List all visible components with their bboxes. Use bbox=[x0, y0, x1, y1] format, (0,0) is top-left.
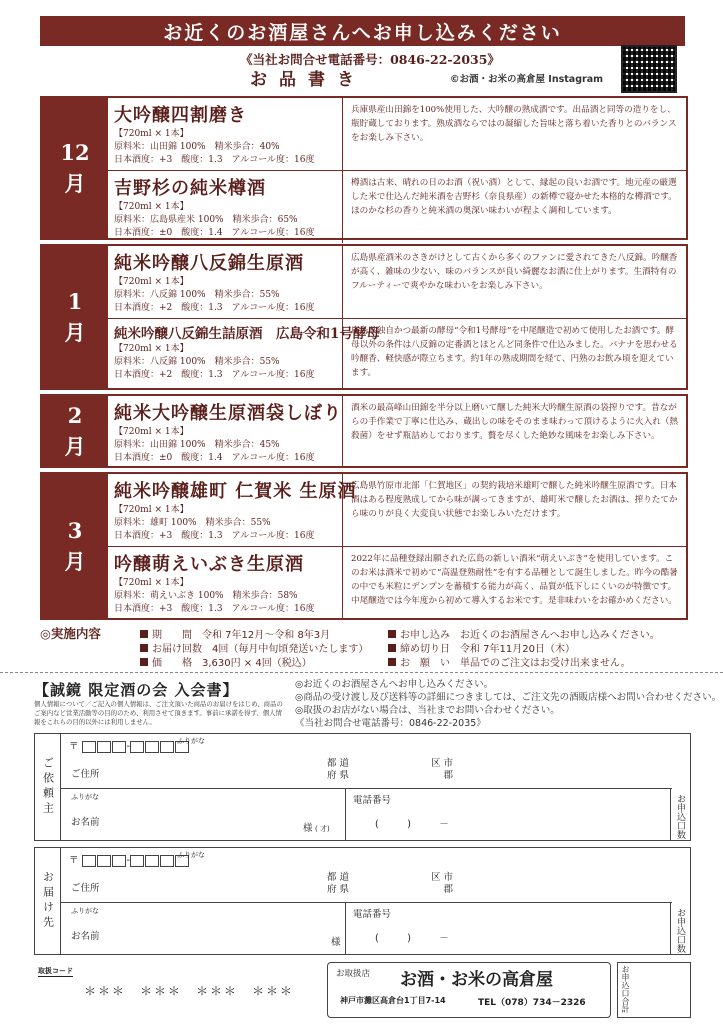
product-description: 2022年に品種登録出願された広島の新しい酒米“萌えいぶき”を使用しています。このお米は酒米で初めて“高温登熟耐性”を有する品種として誕生しました。昨今の酷暑の中でも米粒にデンプンを蓄積する能力が高く、品質が低下しにくいのが特徴です。中尾醸造では今年度から初めて導入するお米です。是非味わいをお確かめください。 bbox=[351, 554, 678, 606]
qr-code-icon[interactable] bbox=[621, 45, 677, 93]
product-name: 純米吟醸雄町 仁賀米 生原酒 bbox=[114, 481, 357, 502]
product-description: 広島県竹原市北部「仁賀地区」の契約栽培米雄町で醸した純米吟醸生原酒です。日本酒はある程度熟成してから味が調ってきますが、雄町米で醸したお酒は、搾りたてから味のりが良く大変良い状態でお楽しみいただけます。 bbox=[351, 481, 678, 519]
month-label: 3 月 bbox=[42, 474, 108, 618]
recipient-label: お届け先 bbox=[35, 848, 61, 954]
total-count-box[interactable]: お申込口合計 bbox=[617, 962, 691, 1018]
name-label: お名前 bbox=[71, 817, 100, 828]
bullet-icon bbox=[140, 658, 148, 666]
bullet-icon bbox=[388, 644, 396, 652]
instagram-label: ©お酒・お米の高倉屋 Instagram bbox=[450, 74, 604, 85]
bullet-icon bbox=[388, 630, 396, 638]
menu-title: お品書き bbox=[250, 70, 366, 90]
month-label: 12 月 bbox=[42, 98, 108, 238]
month-block-december bbox=[40, 96, 688, 240]
product-item: 大吟醸四割磨き 【720ml × 1本】 原料米：山田錦 100% 精米歩合：40% 日本酒度：+3 酸度：1.3 アルコール度：16度 兵庫県産山田錦を100%使用した、大吟醸の熟成酒です。出品酒と同等の造りをし、瓶貯蔵しております。熟成酒ならではの凝縮した旨味と落ち着いた香りとのバランスをお楽しみ下さい。 bbox=[108, 98, 686, 170]
zip-field[interactable] bbox=[82, 741, 96, 753]
month-label: 1 月 bbox=[42, 246, 108, 388]
product-item: 純米吟醸雄町 仁賀米 生原酒 【720ml × 1本】 原料米：雄町 100% 精米歩合：55% 日本酒度：+3 酸度：1.3 アルコール度：16度 広島県竹原市北部「仁賀地区」の契約栽培米雄町で醸した純米吟醸生原酒です。日本酒はある程度熟成してから味が調ってきますが、雄町米で醸したお酒は、搾りたてから味のりが良く大変良い状態でお楽しみいただけます。 bbox=[108, 474, 686, 546]
product-name: 純米吟醸八反錦生原酒 bbox=[114, 253, 304, 274]
privacy-note: 個人情報について／ご記入の個人情報は、ご注文頂いた商品のお届けをはじめ、商品のご案内など営業活動等の目的のため、利用させて頂きます。事前に承諾を得ず、個人情報をこれらの目的以外には利用しません。 bbox=[34, 700, 283, 726]
month-block-january bbox=[40, 244, 688, 390]
product-description: 広島県産酒米のさきがけとして古くから多くのファンに愛されてきた八反錦。吟醸香が高く、雑味の少ない、味のバランスが良い綺麗なお酒に仕上がります。生酒特有のフルーティーで爽やかな味わいをお楽しみ下さい。 bbox=[351, 253, 678, 291]
requester-label: ご依頼主 bbox=[35, 734, 61, 840]
implementation-heading: ◎実施内容 bbox=[40, 626, 101, 641]
handling-code: 取扱コード ＊＊＊ ＊＊＊ ＊＊＊ ＊＊＊ bbox=[38, 967, 295, 998]
product-name: 大吟醸四割磨き bbox=[114, 105, 247, 126]
product-item: 純米吟醸八反錦生原酒 【720ml × 1本】 原料米：八反錦 100% 精米歩合：55% 日本酒度：+2 酸度：1.3 アルコール度：16度 広島県産酒米のさきがけとして古くから多くのファンに愛されてきた八反錦。吟醸香が高く、雑味の少ない、味のバランスが良い綺麗なお酒に仕上がります。生酒特有のフルーティーで爽やかな味わいをお楽しみ下さい。 bbox=[108, 246, 686, 318]
product-item: 吟醸萌えいぶき生原酒 【720ml × 1本】 原料米：萌えいぶき 100% 精米歩合：58% 日本酒度：+3 酸度：1.3 アルコール度：16度 2022年に品種登録出願された広島の新しい酒米“萌えいぶき”を使用しています。このお米は酒米で初めて“高温登熟耐性”を有する品種として誕生しました。昨今の酷暑の中でも米粒にデンプンを蓄積する能力が高く、品質が低下しにくいのが特徴です。中尾醸造では今年度から初めて導入するお米です。是非味わいをお確かめください。 bbox=[108, 546, 686, 619]
product-item: 純米吟醸八反錦生詰原酒 広島令和1号酵母 【720ml × 1本】 原料米：八反錦 100% 精米歩合：55% 日本酒度：+2 酸度：1.3 アルコール度：16度 広島県独自かつ最新の酵母“令和1号酵母”を中尾醸造で初めて使用したお酒です。酵母以外の条件は八反錦の定番酒とほとんど同条件で仕込みました。バナナを思わせる吟醸香、軽快感が際立ちます。約1年の熟成期間を経て、円熟のお飲み頃を迎えています。 bbox=[108, 318, 686, 388]
address-label: ご住所 bbox=[71, 769, 100, 780]
page-title: お近くのお酒屋さんへお申し込みください bbox=[40, 16, 685, 46]
product-name: 吉野杉の純米樽酒 bbox=[114, 178, 266, 199]
phone-label: 電話番号 bbox=[353, 795, 392, 806]
month-label: 2 月 bbox=[42, 396, 108, 466]
phone-label: 電話番号 bbox=[353, 909, 392, 920]
company-phone: 《当社お問合せ電話番号：0846-22-2035》 bbox=[240, 52, 500, 67]
count-field[interactable]: お申込口数 bbox=[670, 902, 690, 954]
product-description: 樽酒は古来、晴れの日のお酒（祝い酒）として、縁起の良いお酒です。地元産の厳選した米で仕込んだ純米酒を吉野杉（奈良県産）の新樽で寝かせた本格的な樽酒です。ほのかな杉の香りと純米酒の奥深い味わいが程よく調和しています。 bbox=[351, 178, 677, 216]
month-block-february bbox=[40, 394, 688, 468]
address-label: ご住所 bbox=[71, 883, 100, 894]
shop-box: お取扱店 お酒・お米の高倉屋 神戸市灘区高倉台1丁目7-14 TEL（078）734－2326 bbox=[327, 962, 611, 1018]
count-field[interactable]: お申込口数 bbox=[670, 788, 690, 840]
product-description: 兵庫県産山田錦を100%使用した、大吟醸の熟成酒です。出品酒と同等の造りをし、瓶貯蔵しております。熟成酒ならではの凝縮した旨味と落ち着いた香りとのバランスをお楽しみ下さい。 bbox=[351, 105, 677, 143]
bullet-icon bbox=[140, 630, 148, 638]
shop-address: 神戸市灘区高倉台1丁目7-14 bbox=[340, 996, 446, 1005]
bullet-icon bbox=[140, 644, 148, 652]
cut-line bbox=[0, 672, 723, 673]
product-name: 純米吟醸八反錦生詰原酒 広島令和1号酵母 bbox=[114, 326, 380, 342]
product-description: 広島県独自かつ最新の酵母“令和1号酵母”を中尾醸造で初めて使用したお酒です。酵母以外の条件は八反錦の定番酒とほとんど同条件で仕込みました。バナナを思わせる吟醸香、軽快感が際立ちます。約1年の熟成期間を経て、円熟のお飲み頃を迎えています。 bbox=[351, 326, 678, 378]
product-description: 酒米の最高峰山田錦を半分以上磨いて醸した純米大吟醸生原酒の袋搾りです。昔ながらの手作業で丁寧に仕込み、蔵出しの味をそのまま味わって頂けるように火入れ（熱殺菌）をせず瓶詰めしております。贅を尽くした絶妙な風味をお楽しみ下さい。 bbox=[351, 403, 678, 441]
product-item: 吉野杉の純米樽酒 【720ml × 1本】 原料米：広島県産米 100% 精米歩合：65% 日本酒度：±0 酸度：1.4 アルコール度：16度 樽酒は古来、晴れの日のお酒（祝い酒）として、縁起の良いお酒です。地元産の厳選した米で仕込んだ純米酒を吉野杉（奈良県産）の新樽で寝かせた本格的な樽酒です。ほのかな杉の香りと純米酒の奥深い味わいが程よく調和しています。 bbox=[108, 170, 686, 243]
product-name: 純米大吟醸生原酒袋しぼり bbox=[114, 403, 342, 424]
product-item: 純米大吟醸生原酒袋しぼり 【720ml × 1本】 原料米：山田錦 100% 精米歩合：45% 日本酒度：±0 酸度：1.4 アルコール度：16度 酒米の最高峰山田錦を半分以上磨いて醸した純米大吟醸生原酒の袋搾りです。昔ながらの手作業で丁寧に仕込み、蔵出しの味をそのまま味わって頂けるように火入れ（熱殺菌）をせず瓶詰めしております。贅を尽くした絶妙な風味をお楽しみ下さい。 bbox=[108, 396, 686, 468]
form-notes: ◎お近くのお酒屋さんへお申し込みください。 ◎商品の受け渡し及び送料等の詳細につきましては、ご注文先の酒販店様へお問い合わせください。 ◎取扱のお店がない場合は、当社までお問い合わせください。 《当社お問合せ電話番号：0846-22-2035》 bbox=[295, 679, 722, 729]
name-label: お名前 bbox=[71, 931, 100, 942]
recipient-section: お届け先 〒 - ふりがな ご住所 都 道 府 県 区 市 郡 ふりがな お名前 様 電話番号 ( ) － お申込口数 bbox=[34, 847, 691, 955]
month-block-march bbox=[40, 472, 688, 620]
shop-phone: TEL（078）734－2326 bbox=[478, 998, 586, 1008]
bullet-icon bbox=[388, 658, 396, 666]
shop-name: お酒・お米の高倉屋 bbox=[400, 970, 553, 990]
product-name: 吟醸萌えいぶき生原酒 bbox=[114, 554, 304, 575]
form-title: 【誠鏡 限定酒の会 入会書】 bbox=[34, 681, 239, 699]
requester-section: ご依頼主 〒 - ふりがな ご住所 都 道 府 県 区 市 郡 ふりがな お名前 様 ( 才) 電話番号 ( ) － お申込口数 bbox=[34, 733, 691, 841]
zip-field[interactable] bbox=[82, 855, 96, 867]
